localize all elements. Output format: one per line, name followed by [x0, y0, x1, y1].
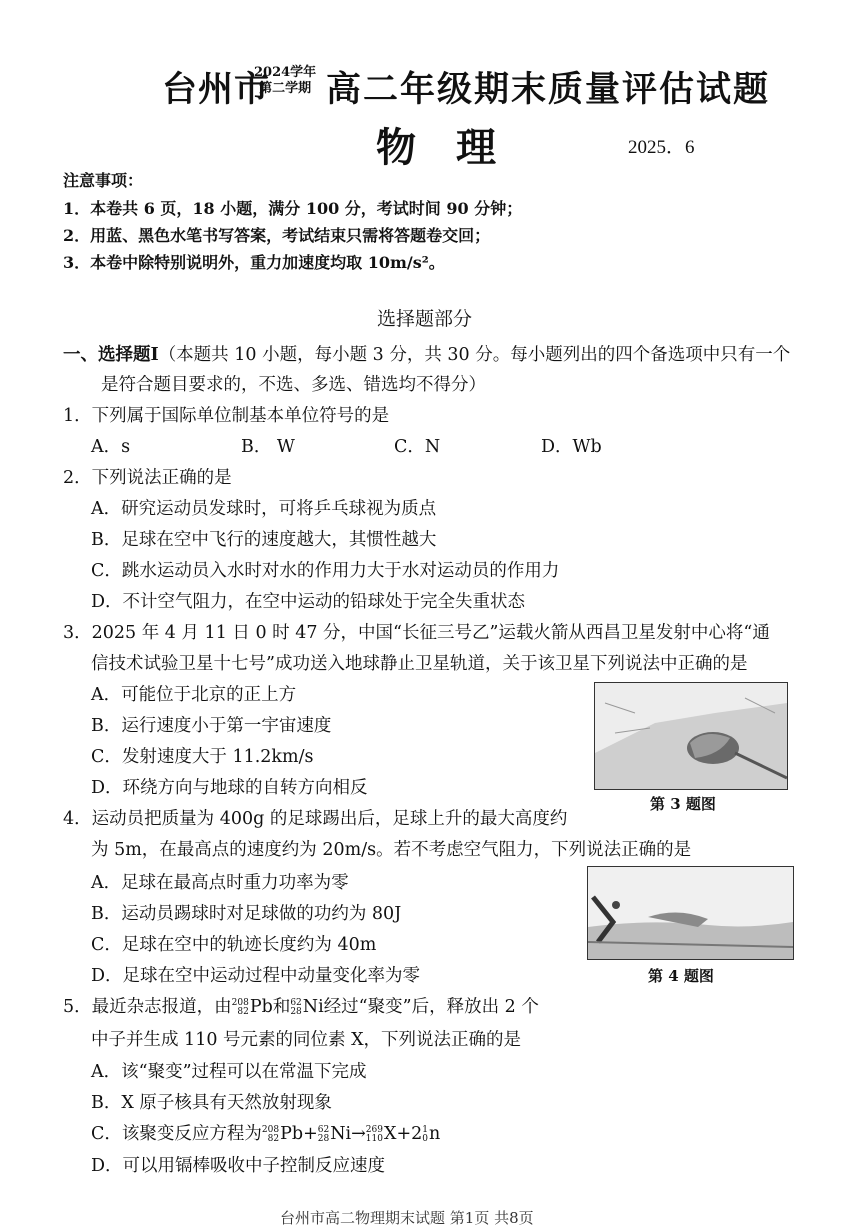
eq-pb-mass: 208: [261, 1124, 280, 1135]
subject-title: 物理: [376, 124, 536, 171]
q3-option-b: B．运行速度小于第一宇宙速度: [91, 716, 332, 736]
rocket-launch-photo-icon: [595, 683, 787, 789]
eq-x-symbol: X: [383, 1124, 397, 1144]
q3-figure-caption: 第 3 题图: [650, 795, 716, 813]
eq-ni-numbers: [318, 1126, 329, 1144]
q3-figure-image: [594, 682, 788, 790]
q2-option-b: B．足球在空中飞行的速度越大，其惯性越大: [91, 530, 437, 550]
part1-desc-2: 是符合题目要求的，不选、多选、错选均不得分）: [101, 375, 486, 395]
q4-option-d: D．足球在空中运动过程中动量变化率为零: [91, 966, 421, 986]
q1-option-a: A．s: [91, 437, 131, 457]
q5-optc-pre: C．该聚变反应方程为: [91, 1124, 262, 1144]
note-item-3: 3．本卷中除特别说明外，重力加速度均取 10m/s²。: [63, 253, 445, 272]
title-year: 2024学年: [254, 65, 317, 80]
exam-date: 2025．6: [628, 137, 695, 158]
note-item-2: 2．用蓝、黑色水笔书写答案，考试结束只需将答题卷交回；: [63, 226, 491, 245]
q4-figure-caption: 第 4 题图: [648, 967, 714, 985]
q3-option-d: D．环绕方向与地球的自转方向相反: [91, 778, 368, 798]
q2-option-d: D．不计空气阻力，在空中运动的铅球处于完全失重状态: [91, 592, 526, 612]
q5-stem-post: 经过“聚变”后，释放出 2 个: [323, 997, 539, 1017]
q3-stem-1: 3．2025 年 4 月 11 日 0 时 47 分，中国“长征三号乙”运载火箭从西昌卫星发射中心将“通: [63, 623, 770, 643]
eq-n-numbers: [422, 1126, 428, 1144]
q2-option-c: C．跳水运动员入水时对水的作用力大于水对运动员的作用力: [91, 561, 560, 581]
pb-symbol: Pb: [249, 997, 273, 1017]
eq-plus2: +2: [396, 1124, 423, 1144]
q1-option-d: D．Wb: [541, 437, 602, 457]
page-footer: 台州市高二物理期末试题 第1页 共8页: [280, 1209, 534, 1227]
eq-x-z: 110: [365, 1133, 383, 1144]
q5-stem-pre: 5．最近杂志报道，由: [63, 997, 232, 1017]
eq-ni-mass: 62: [317, 1124, 330, 1135]
ni-mass: 62: [290, 997, 302, 1008]
q3-stem-2: 信技术试验卫星十七号”成功送入地球静止卫星轨道，关于该卫星下列说法中正确的是: [91, 654, 748, 674]
q2-option-a: A．研究运动员发球时，可将乒乓球视为质点: [91, 499, 437, 519]
title-main: 高二年级期末质量评估试题: [326, 69, 771, 110]
eq-n-symbol: n: [428, 1124, 441, 1144]
q5-option-a: A．该“聚变”过程可以在常温下完成: [91, 1062, 367, 1082]
eq-x-mass: 269: [365, 1124, 383, 1135]
q1-option-c: C．N: [394, 437, 441, 457]
pb-mass: 208: [231, 997, 249, 1008]
q4-option-b: B．运动员踢球时对足球做的功约为 80J: [91, 904, 402, 924]
q1-stem: 1．下列属于国际单位制基本单位符号的是: [63, 406, 390, 426]
pb-numbers: [232, 999, 249, 1017]
title-term-stack: [254, 65, 316, 97]
q3-option-c: C．发射速度大于 11.2km/s: [91, 747, 314, 767]
q5-option-b: B．X 原子核具有天然放射现象: [91, 1093, 332, 1113]
football-kick-photo-icon: [588, 867, 793, 959]
part1-label: 一、选择题Ⅰ: [63, 345, 159, 365]
exam-title: [0, 62, 860, 112]
eq-arrow: →: [351, 1124, 366, 1144]
eq-x-numbers: [366, 1126, 383, 1144]
part1-desc-1: （本题共 10 小题，每小题 3 分，共 30 分。每小题列出的四个备选项中只有一个: [158, 345, 791, 365]
title-city: 台州市: [162, 69, 271, 110]
eq-pb-symbol: Pb: [280, 1124, 304, 1144]
q1-option-b: B． W: [241, 437, 295, 457]
section-title: 选择题部分: [377, 308, 473, 330]
q5-option-c: [91, 1120, 440, 1145]
eq-pb-numbers: [262, 1126, 279, 1144]
q4-option-c: C．足球在空中的轨迹长度约为 40m: [91, 935, 377, 955]
q3-option-a: A．可能位于北京的正上方: [91, 685, 297, 705]
part1-header: [63, 341, 790, 366]
q5-stem-1: [63, 993, 539, 1018]
q4-option-a: A．足球在最高点时重力功率为零: [91, 873, 349, 893]
title-term: 第二学期: [259, 81, 312, 96]
ni-z: 28: [290, 1006, 302, 1017]
note-item-1: 1．本卷共 6 页，18 小题，满分 100 分，考试时间 90 分钟；: [63, 199, 523, 218]
q4-stem-1: 4．运动员把质量为 400g 的足球踢出后，足球上升的最大高度约: [63, 809, 568, 829]
q2-stem: 2．下列说法正确的是: [63, 468, 232, 488]
eq-pb-z: 82: [267, 1133, 280, 1144]
eq-ni-z: 28: [317, 1133, 330, 1144]
ni-numbers: [290, 999, 301, 1017]
pb-z: 82: [237, 1006, 249, 1017]
q5-stem-and: 和: [272, 997, 291, 1017]
q4-stem-2: 为 5m，在最高点的速度约为 20m/s。若不考虑空气阻力，下列说法正确的是: [91, 840, 692, 860]
q4-figure-image: [587, 866, 794, 960]
ni-symbol: Ni: [302, 997, 324, 1017]
eq-ni-symbol: Ni: [330, 1124, 352, 1144]
eq-n-z: 0: [422, 1133, 428, 1144]
eq-plus: +: [303, 1124, 318, 1144]
eq-n-mass: 1: [422, 1124, 428, 1135]
q5-option-d: D．可以用镉棒吸收中子控制反应速度: [91, 1156, 386, 1176]
notes-heading: 注意事项：: [63, 171, 144, 190]
q5-stem-2: 中子并生成 110 号元素的同位素 X，下列说法正确的是: [91, 1030, 522, 1050]
